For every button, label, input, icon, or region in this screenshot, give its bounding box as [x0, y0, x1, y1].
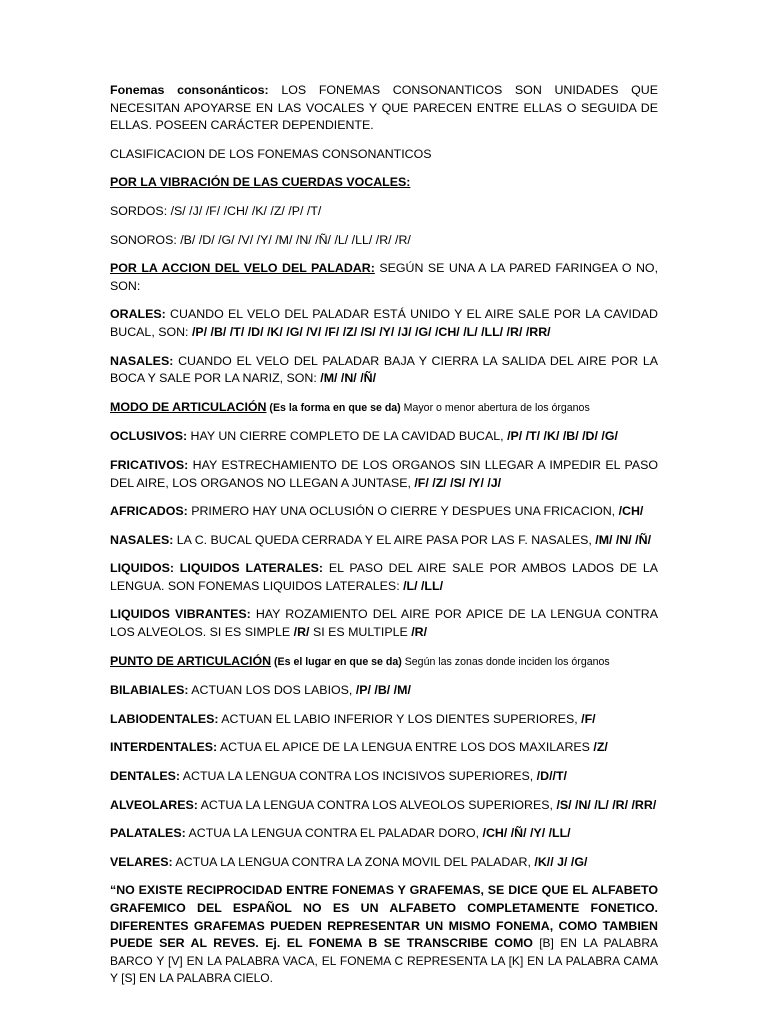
nasales2-paragraph [110, 532, 658, 550]
fricativos-paragraph [110, 457, 658, 492]
bilabiales-paragraph [110, 682, 658, 700]
orales-phonemes: /P/ /B/ /T/ /D/ /K/ /G/ /V/ /F/ /Z/ /S/ /Y/ /J/ /G/ /CH/ /L/ /LL/ /R/ /RR/ [191, 324, 551, 339]
sonoros-line [110, 232, 658, 250]
palatales-phonemes: /CH/ /Ñ/ /Y/ /LL/ [482, 826, 571, 841]
modo-text: Mayor o menor abertura de los órganos [400, 401, 590, 414]
oclusivos-phonemes: /P/ /T/ /K/ /B/ /D/ /G/ [507, 429, 618, 444]
africados-phonemes: /CH/ [618, 504, 644, 519]
intro-paragraph [110, 82, 658, 135]
fricativos-label: FRICATIVOS: [110, 457, 189, 472]
alveolares-phonemes: /S/ /N/ /L/ /R/ /RR/ [556, 797, 657, 812]
palatales-paragraph [110, 825, 658, 843]
africados-paragraph [110, 503, 658, 521]
palatales-label: PALATALES: [110, 826, 186, 841]
punto-heading: PUNTO DE ARTICULACIÓN [110, 653, 272, 668]
nasales-paragraph [110, 353, 658, 388]
modo-paragraph [110, 399, 658, 418]
nasales2-text: LA C. BUCAL QUEDA CERRADA Y EL AIRE PASA POR LAS F. NASALES, [173, 532, 596, 547]
liquidos-vibrantes-paragraph [110, 606, 658, 641]
document-page [110, 82, 658, 999]
alveolares-label: ALVEOLARES: [110, 797, 198, 812]
interdentales-phonemes: /Z/ [593, 740, 608, 755]
labiodentales-label: LABIODENTALES: [110, 711, 219, 726]
liquidos-laterales-text: EL PASO DEL AIRE SALE POR AMBOS LADOS DE LA LENGUA. SON FONEMAS LIQUIDOS LATERALES: [110, 561, 658, 593]
liquidos-vibrantes-text2: SI ES MULTIPLE [309, 625, 412, 640]
labiodentales-paragraph [110, 711, 658, 729]
africados-label: AFRICADOS: [110, 504, 188, 519]
punto-paragraph [110, 653, 658, 672]
orales-label: ORALES: [110, 307, 166, 322]
fricativos-text: HAY ESTRECHAMIENTO DE LOS ORGANOS SIN LLEGAR A IMPEDIR EL PASO DEL AIRE, LOS ORGANOS NO LLEGAN A JUNTASE, [110, 457, 658, 490]
velares-label: VELARES: [110, 854, 173, 869]
vibration-heading-text: POR LA VIBRACIÓN DE LAS CUERDAS VOCALES: [110, 175, 411, 190]
intro-text: LOS FONEMAS CONSONANTICOS SON UNIDADES QUE NECESITAN APOYARSE EN LAS VOCALES Y QUE PARECEN ENTRE ELLAS O SEGUIDA DE ELLAS. POSEEN CARÁCTER DEPENDIENTE. [110, 83, 659, 133]
liquidos-laterales-label: LIQUIDOS: LIQUIDOS LATERALES: [110, 561, 324, 576]
liquidos-vibrantes-text: HAY ROZAMIENTO DEL AIRE POR APICE DE LA LENGUA CONTRA LOS ALVEOLOS. SI ES SIMPLE [110, 607, 659, 640]
modo-note: (Es la forma en que se da) [266, 401, 401, 414]
dentales-phonemes: /D//T/ [536, 769, 567, 784]
classification-title [110, 146, 658, 164]
orales-paragraph [110, 306, 658, 341]
bilabiales-label: BILABIALES: [110, 683, 189, 698]
oclusivos-paragraph [110, 428, 658, 446]
liquidos-vibrantes-multiple: /R/ [411, 625, 428, 640]
dentales-label: DENTALES: [110, 769, 180, 784]
bilabiales-text: ACTUAN LOS DOS LABIOS, [188, 683, 356, 698]
dentales-paragraph [110, 768, 658, 786]
liquidos-laterales-paragraph [110, 560, 658, 595]
velo-text: SEGÚN SE UNA A LA PARED FARINGEA O NO, SON: [110, 261, 659, 293]
punto-text: Según las zonas donde inciden los órganos [401, 655, 610, 668]
nasales2-label: NASALES: [110, 532, 174, 547]
liquidos-vibrantes-simple: /R/ [293, 625, 310, 640]
alveolares-paragraph [110, 797, 658, 815]
sordos-line [110, 203, 658, 221]
interdentales-label: INTERDENTALES: [110, 740, 218, 755]
closing-regular-text: [B] EN LA PALABRA BARCO Y [V] EN LA PALABRA VACA, EL FONEMA C REPRESENTA LA [K] EN LA PALABRA CAMA Y [S] EN LA PALABRA CIELO. [110, 936, 658, 986]
interdentales-paragraph [110, 739, 658, 757]
orales-text: CUANDO EL VELO DEL PALADAR ESTÁ UNIDO Y EL AIRE SALE POR LA CAVIDAD BUCAL, SON: [110, 307, 658, 339]
alveolares-text: ACTUA LA LENGUA CONTRA LOS ALVEOLOS SUPERIORES, [197, 797, 557, 812]
punto-note: (Es el lugar en que se da) [271, 655, 402, 668]
vibration-heading [110, 174, 658, 192]
liquidos-laterales-phonemes: /L/ /LL/ [403, 578, 444, 593]
oclusivos-text: HAY UN CIERRE COMPLETO DE LA CAVIDAD BUCAL, [187, 429, 508, 444]
sordos-text: SORDOS: /S/ /J/ /F/ /CH/ /K/ /Z/ /P/ /T/ [110, 203, 322, 218]
velo-paragraph [110, 260, 658, 295]
nasales-text: CUANDO EL VELO DEL PALADAR BAJA Y CIERRA LA SALIDA DEL AIRE POR LA BOCA Y SALE POR LA NARIZ, SON: [110, 353, 658, 386]
velares-phonemes: /K// J/ /G/ [534, 854, 588, 869]
velo-heading: POR LA ACCION DEL VELO DEL PALADAR: [110, 261, 375, 276]
liquidos-vibrantes-label: LIQUIDOS VIBRANTES: [110, 607, 251, 622]
closing-bold-text: “NO EXISTE RECIPROCIDAD ENTRE FONEMAS Y GRAFEMAS, SE DICE QUE EL ALFABETO GRAFEMICO DEL ESPAÑOL NO ES UN ALFABETO COMPLETAMENTE FONETICO. DIFERENTES GRAFEMAS PUEDEN REPRESENTAR UN MISMO FONEMA, COMO TAMBIEN PUEDE SER AL REVES. Ej. EL FONEMA B SE TRANSCRIBE COMO [110, 883, 658, 951]
modo-heading: MODO DE ARTICULACIÓN [110, 399, 267, 414]
africados-text: PRIMERO HAY UNA OCLUSIÓN O CIERRE Y DESPUES UNA FRICACION, [187, 504, 619, 519]
interdentales-text: ACTUA EL APICE DE LA LENGUA ENTRE LOS DOS MAXILARES [217, 740, 594, 755]
bilabiales-phonemes: /P/ /B/ /M/ [355, 683, 411, 698]
velares-text: ACTUA LA LENGUA CONTRA LA ZONA MOVIL DEL PALADAR, [172, 854, 535, 869]
dentales-text: ACTUA LA LENGUA CONTRA LOS INCISIVOS SUPERIORES, [179, 769, 537, 784]
oclusivos-label: OCLUSIVOS: [110, 429, 188, 444]
labiodentales-text: ACTUAN EL LABIO INFERIOR Y LOS DIENTES SUPERIORES, [218, 711, 582, 726]
fricativos-phonemes: /F/ /Z/ /S/ /Y/ /J/ [414, 475, 502, 490]
classification-title-text: CLASIFICACION DE LOS FONEMAS CONSONANTICOS [110, 146, 432, 161]
velares-paragraph [110, 854, 658, 872]
nasales2-phonemes: /M/ /N/ /Ñ/ [595, 532, 652, 547]
palatales-text: ACTUA LA LENGUA CONTRA EL PALADAR DORO, [185, 826, 483, 841]
nasales-phonemes: /M/ /N/ /Ñ/ [320, 371, 377, 386]
nasales-label: NASALES: [110, 353, 174, 368]
labiodentales-phonemes: /F/ [581, 711, 596, 726]
sonoros-text: SONOROS: /B/ /D/ /G/ /V/ /Y/ /M/ /N/ /Ñ/ /L/ /LL/ /R/ /R/ [110, 232, 411, 247]
intro-label: Fonemas consonánticos: [110, 83, 269, 97]
closing-paragraph [110, 882, 658, 988]
